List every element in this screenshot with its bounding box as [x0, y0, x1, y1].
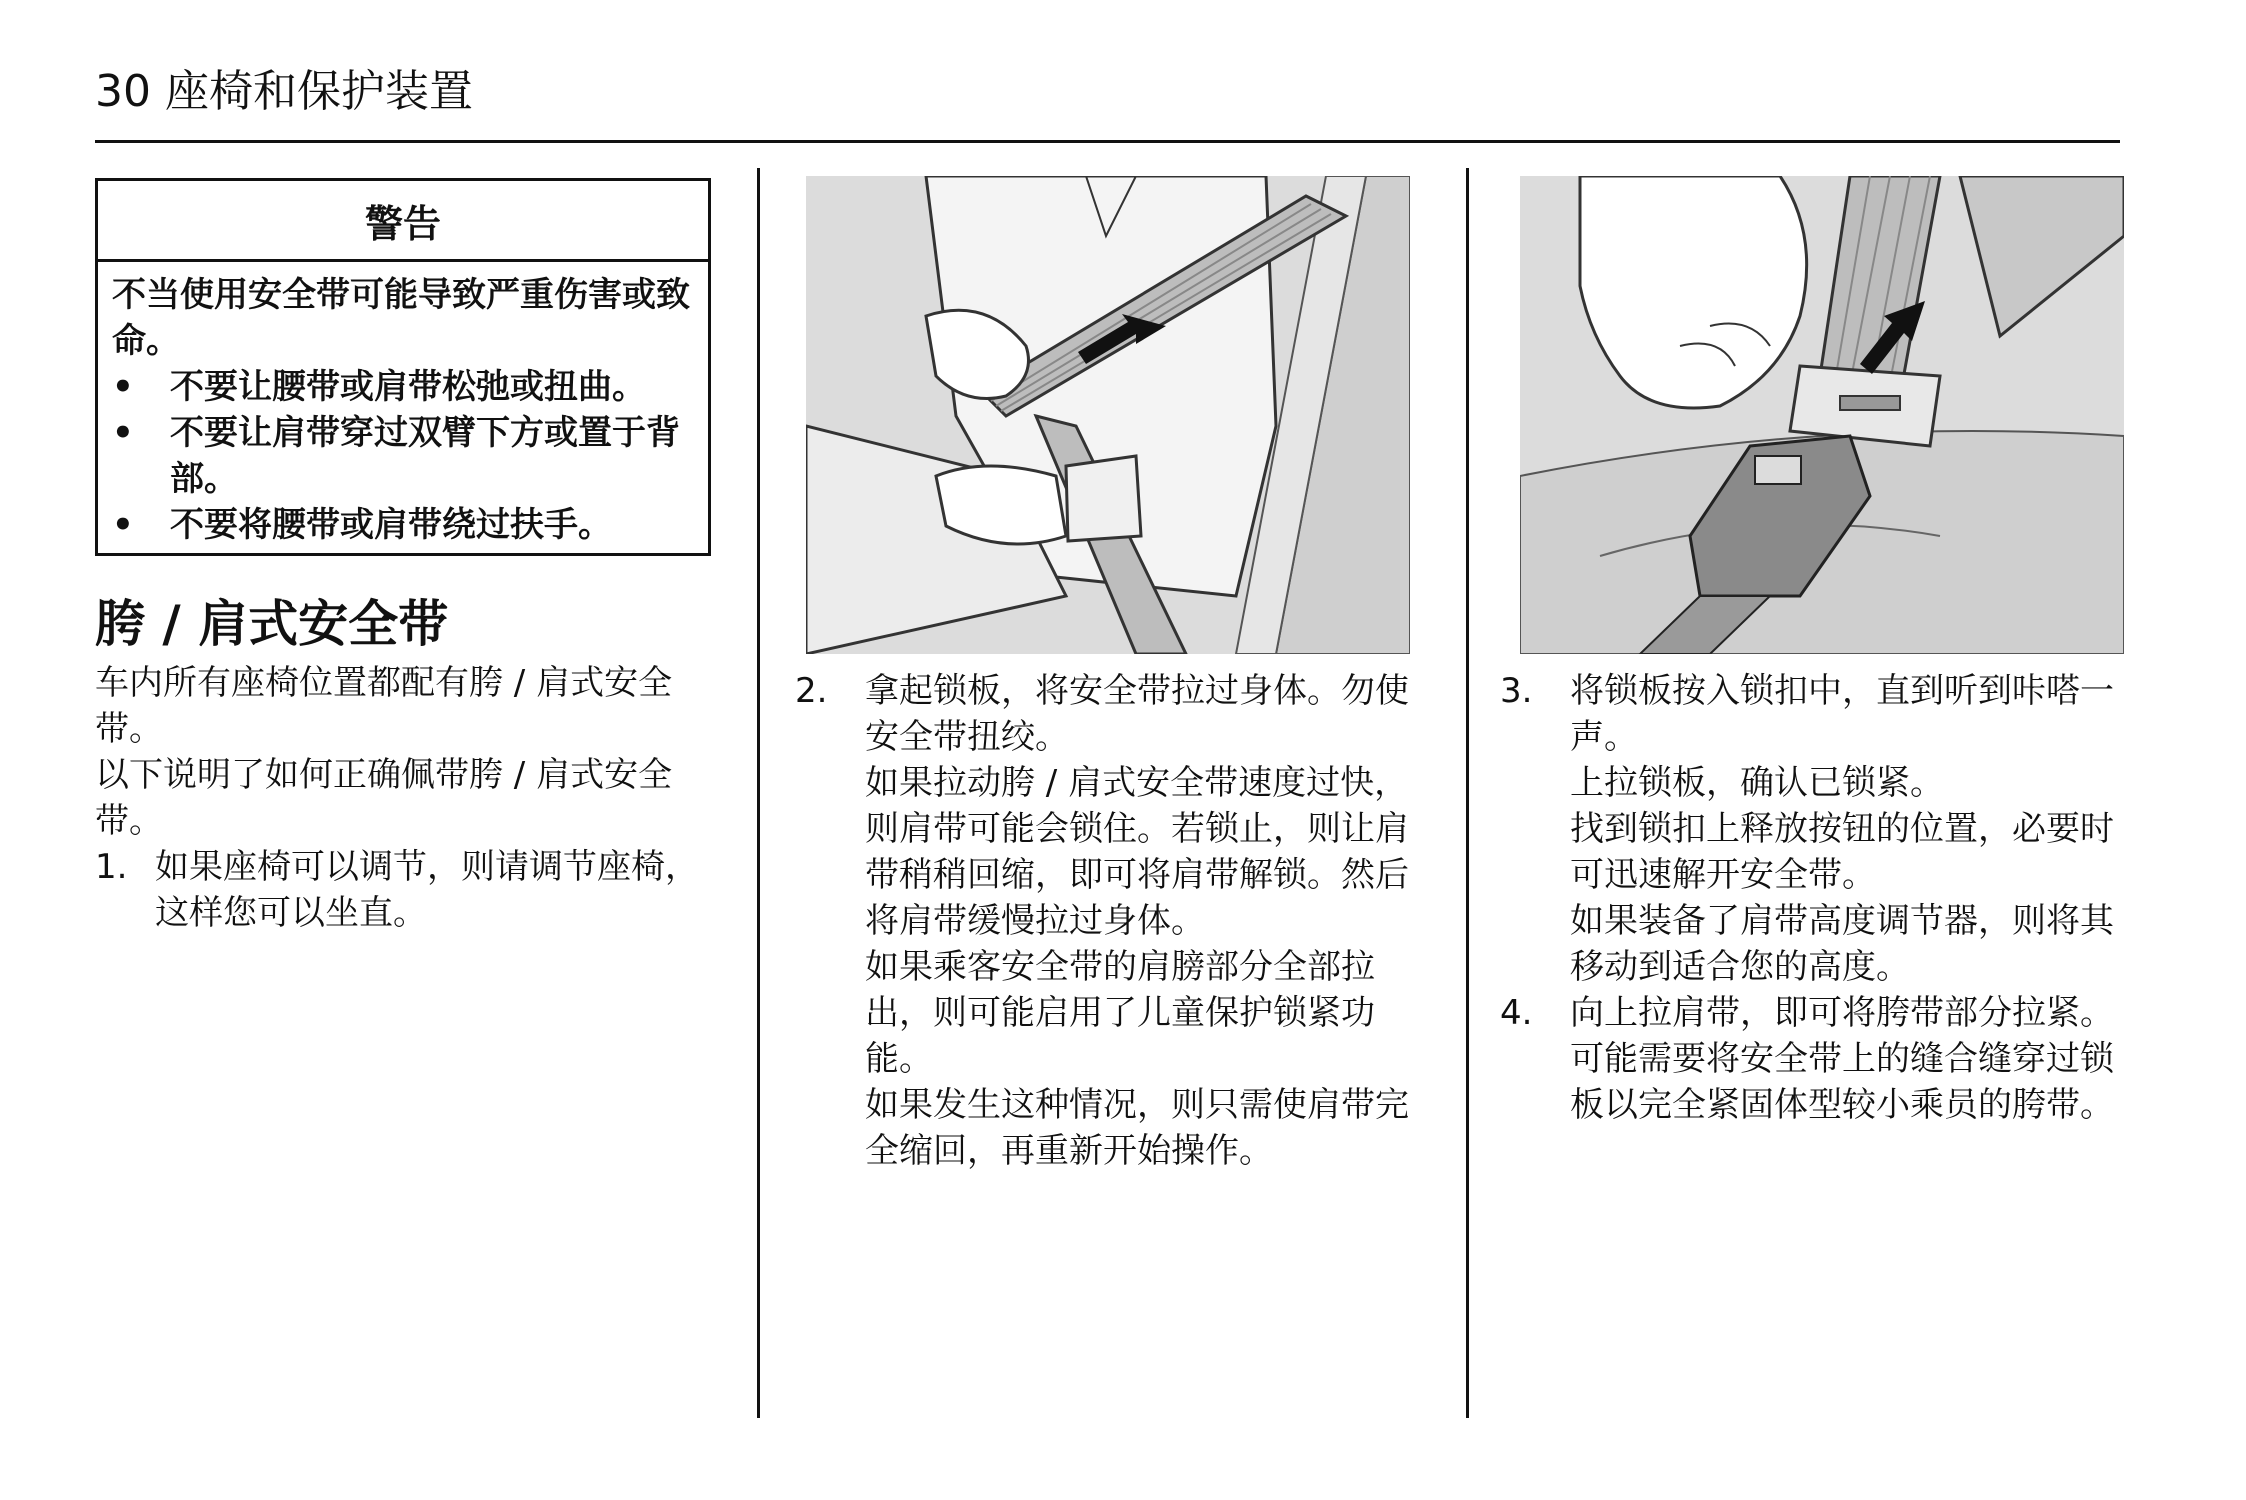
step-note: 上拉锁板，确认已锁紧。 [1570, 763, 1944, 803]
column-2-text [795, 668, 1415, 1174]
step-item [1500, 668, 2120, 760]
section-intro: 车内所有座椅位置都配有胯 / 肩式安全带。 [95, 663, 673, 749]
header-rule [95, 140, 2120, 143]
illustration-buckle [1520, 176, 2124, 654]
step-note: 如果乘客安全带的肩膀部分全部拉出，则可能启用了儿童保护锁紧功能。 [865, 947, 1375, 1079]
step-item [95, 844, 715, 936]
warning-intro: 不当使用安全带可能导致严重伤害或致命。 [112, 275, 690, 361]
warning-title: 警告 [98, 181, 708, 262]
step-text: 向上拉肩带，即可将胯带部分拉紧。 [1570, 993, 2114, 1033]
column-1-text [95, 660, 715, 936]
step-number: 3. [1500, 671, 1533, 711]
seatbelt-pull-icon [806, 176, 1410, 654]
warning-bullet: • 不要让肩带穿过双臂下方或置于背部。 [112, 410, 690, 502]
warning-box [95, 178, 711, 556]
bullet-glyph: • [112, 505, 134, 545]
bullet-glyph: • [112, 367, 134, 407]
step-note: 可能需要将安全带上的缝合缝穿过锁板以完全紧固体型较小乘员的胯带。 [1570, 1039, 2114, 1125]
chapter-title: 座椅和保护装置 [165, 66, 473, 117]
step-note: 如果拉动胯 / 肩式安全带速度过快，则肩带可能会锁住。若锁止，则让肩带稍稍回缩，即可将肩带解锁。然后将肩带缓慢拉过身体。 [865, 763, 1409, 941]
page-header [95, 62, 473, 122]
step-text: 拿起锁板，将安全带拉过身体。勿使安全带扭绞。 [865, 671, 1409, 757]
section-intro: 以下说明了如何正确佩带胯 / 肩式安全带。 [95, 755, 673, 841]
step-number: 1. [95, 847, 128, 887]
step-note: 如果发生这种情况，则只需使肩带完全缩回，再重新开始操作。 [865, 1085, 1409, 1171]
step-note: 如果装备了肩带高度调节器，则将其移动到适合您的高度。 [1570, 901, 2114, 987]
column-divider-1 [757, 168, 760, 1418]
column-divider-2 [1466, 168, 1469, 1418]
step-item [1500, 990, 2120, 1036]
section-title: 胯 / 肩式安全带 [95, 595, 449, 653]
step-number: 4. [1500, 993, 1533, 1033]
page-number: 30 [95, 66, 151, 117]
column-3-text [1500, 668, 2120, 1128]
bullet-glyph: • [112, 413, 134, 453]
warning-bullet: • 不要让腰带或肩带松弛或扭曲。 [112, 364, 690, 410]
warning-bullet: • 不要将腰带或肩带绕过扶手。 [112, 502, 690, 548]
step-text: 将锁板按入锁扣中，直到听到咔嗒一声。 [1570, 671, 2114, 757]
step-text: 如果座椅可以调节，则请调节座椅，这样您可以坐直。 [155, 847, 699, 933]
step-number: 2. [795, 671, 828, 711]
illustration-pull-belt [806, 176, 1410, 654]
step-note: 找到锁扣上释放按钮的位置，必要时可迅速解开安全带。 [1570, 809, 2114, 895]
step-item [795, 668, 1415, 760]
buckle-latch-icon [1520, 176, 2124, 654]
warning-body [98, 262, 708, 548]
